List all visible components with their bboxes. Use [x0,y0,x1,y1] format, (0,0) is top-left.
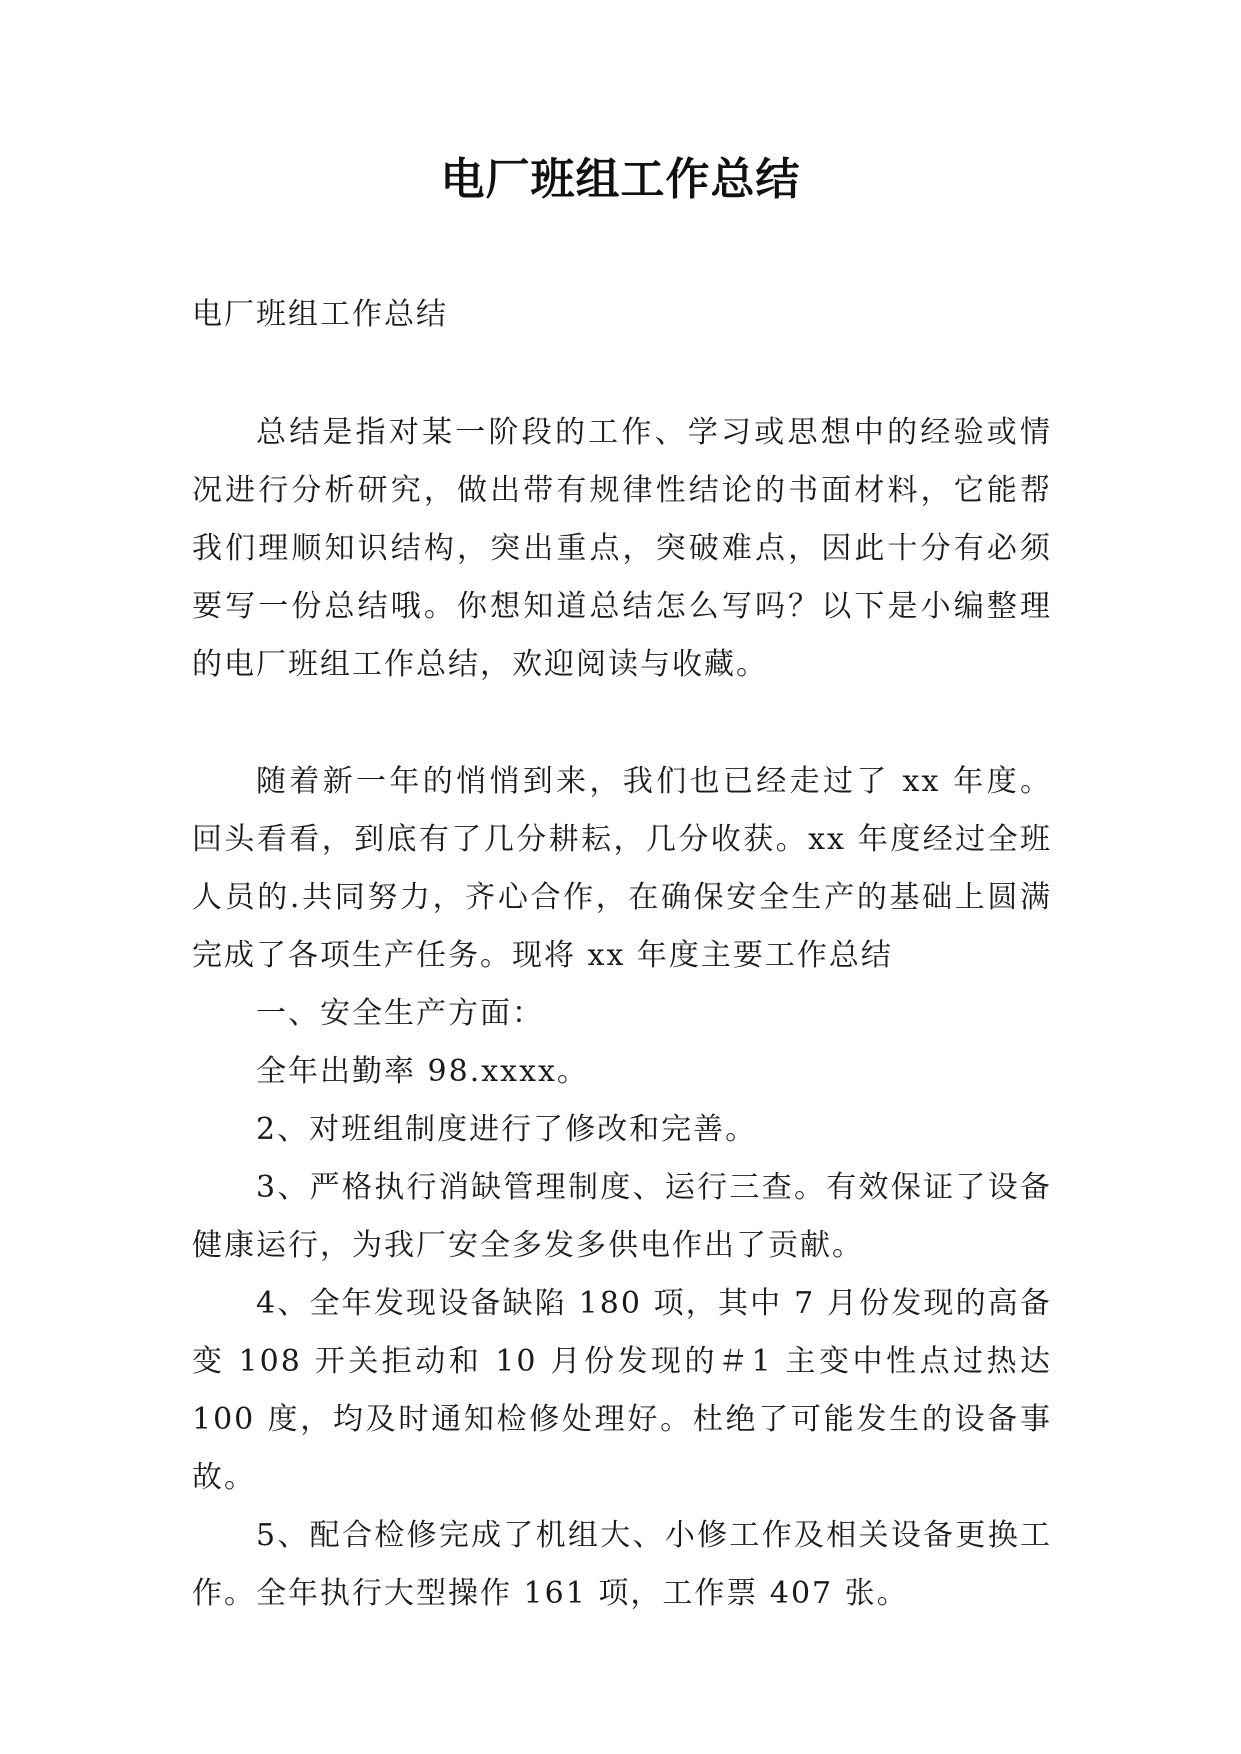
document-subtitle [192,286,1052,344]
document-title: 电厂班组工作总结 [440,154,801,205]
list-item: 4、全年发现设备缺陷 180 项，其中 7 月份发现的高备变 108 开关拒动和 10 月份发现的＃1 主变中性点过热达 100 度，均及时通知检修处理好。杜绝了可能发生的设备事故。 [192,1286,1052,1495]
body-section [192,753,1052,1623]
intro-paragraph: 总结是指对某一阶段的工作、学习或思想中的经验或情况进行分析研究，做出带有规律性结论的书面材料，它能帮我们理顺知识结构，突出重点，突破难点，因此十分有必须要写一份总结哦。你想知道总结怎么写吗？以下是小编整理的电厂班组工作总结，欢迎阅读与收藏。 [192,415,1052,682]
list-item: 2、对班组制度进行了修改和完善。 [256,1112,758,1147]
body-paragraph: 随着新一年的悄悄到来，我们也已经走过了 xx 年度。回头看看，到底有了几分耕耘，几分收获。xx 年度经过全班人员的.共同努力，齐心合作，在确保安全生产的基础上圆满完成了各项生产任务。现将 xx 年度主要工作总结 [192,764,1052,973]
subtitle-text: 电厂班组工作总结 [192,297,448,332]
list-item: 3、严格执行消缺管理制度、运行三查。有效保证了设备健康运行，为我厂安全多发多供电作出了贡献。 [192,1170,1052,1263]
list-item: 5、配合检修完成了机组大、小修工作及相关设备更换工作。全年执行大型操作 161 项，工作票 407 张。 [192,1518,1052,1611]
list-item: 全年出勤率 98.xxxx。 [256,1054,589,1089]
intro-section [192,404,1052,694]
section-heading: 一、安全生产方面： [256,996,544,1031]
